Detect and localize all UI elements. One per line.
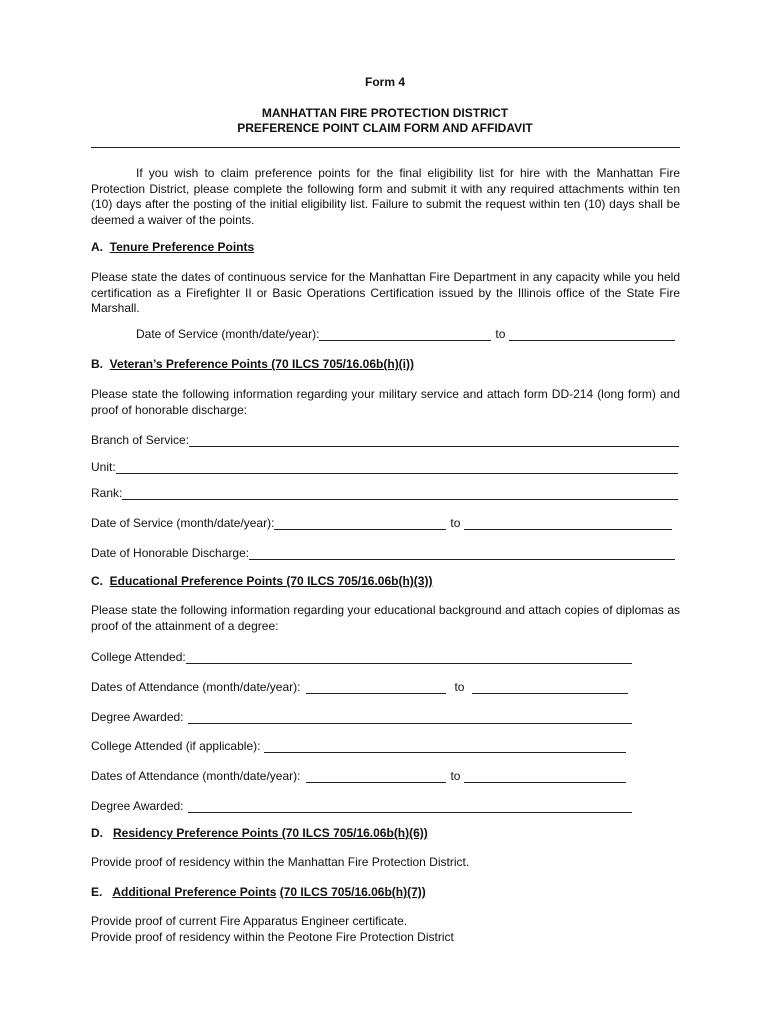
form-number: Form 4: [364, 75, 405, 89]
to-label: to: [454, 680, 465, 694]
degree2-row: [91, 797, 632, 813]
attendance2-row: [91, 767, 626, 783]
section-e-text2: Provide proof of residency within the Peotone Fire Protection District: [91, 930, 454, 944]
discharge-label: Date of Honorable Discharge:: [91, 546, 250, 560]
veteran-date-row: [91, 514, 672, 530]
title-divider: [91, 147, 680, 148]
section-d-heading: [91, 826, 428, 840]
degree-row: [91, 708, 632, 724]
to-label: to: [450, 769, 461, 783]
unit-field[interactable]: [116, 461, 678, 474]
attendance-2-from-field[interactable]: [306, 770, 446, 783]
section-e-heading: [91, 885, 426, 899]
tenure-date-to-field[interactable]: [509, 328, 675, 341]
branch-label: Branch of Service:: [91, 433, 190, 447]
section-c-text: Please state the following information regarding your educational background and attach copies of diplomas as proof of the attainment of a degree:: [91, 603, 680, 633]
attendance-row: [91, 678, 628, 694]
degree2-label: Degree Awarded:: [91, 799, 184, 813]
section-b-letter: B.: [91, 357, 103, 371]
section-a-heading: [91, 240, 254, 254]
college-attended-2-field[interactable]: [264, 740, 626, 753]
to-label: to: [495, 327, 506, 341]
to-label: to: [450, 516, 461, 530]
attendance2-label: Dates of Attendance (month/date/year):: [91, 769, 301, 783]
college2-label: College Attended (if applicable):: [91, 739, 261, 753]
form-title-line1: MANHATTAN FIRE PROTECTION DISTRICT: [261, 106, 509, 120]
section-d-title: Residency Preference Points (70 ILCS 705/16.06b(h)(6)): [113, 826, 428, 840]
attendance-to-field[interactable]: [472, 681, 628, 694]
section-a-date-row: [136, 325, 675, 341]
rank-field[interactable]: [122, 487, 678, 500]
section-a-date-label: Date of Service (month/date/year):: [136, 327, 320, 341]
attendance-label: Dates of Attendance (month/date/year):: [91, 680, 301, 694]
unit-label: Unit:: [91, 460, 116, 474]
branch-row: [91, 431, 679, 447]
rank-label: Rank:: [91, 486, 123, 500]
veteran-date-from-field[interactable]: [274, 517, 446, 530]
section-d-text: Provide proof of residency within the Manhattan Fire Protection District.: [91, 855, 470, 869]
section-c-letter: C.: [91, 574, 103, 588]
form-title-line2: PREFERENCE POINT CLAIM FORM AND AFFIDAVIT: [237, 121, 533, 135]
section-b-heading: [91, 357, 414, 371]
college-row: [91, 648, 632, 664]
section-b-text: Please state the following information regarding your military service and attach form DD-214 (long form) and proof of honorable discharge:: [91, 387, 680, 417]
section-b-title: Veteran’s Preference Points (70 ILCS 705/16.06b(h)(i)): [109, 357, 415, 371]
section-e-letter: E.: [91, 885, 103, 899]
section-e-title: Additional Preference Points: [112, 885, 277, 899]
college-attended-field[interactable]: [186, 651, 632, 664]
veteran-date-to-field[interactable]: [464, 517, 672, 530]
tenure-date-from-field[interactable]: [319, 328, 491, 341]
unit-row: [91, 458, 678, 474]
rank-row: [91, 484, 678, 500]
intro-paragraph: If you wish to claim preference points for the final eligibility list for hire with the Manhattan Fire Protection District, please complete the following form and submit it with any required attachments within ten (10) days after the posting of the initial eligibility list. Failure to submit the request within ten (10) days shall be deemed a waiver of the points.: [91, 166, 680, 227]
section-a-letter: A.: [91, 240, 103, 254]
college2-row: [91, 737, 626, 753]
degree-label: Degree Awarded:: [91, 710, 184, 724]
college-label: College Attended:: [91, 650, 186, 664]
section-c-title: Educational Preference Points (70 ILCS 705/16.06b(h)(3)): [109, 574, 433, 588]
degree-awarded-2-field[interactable]: [188, 800, 632, 813]
honorable-discharge-date-field[interactable]: [249, 547, 675, 560]
discharge-row: [91, 544, 675, 560]
branch-of-service-field[interactable]: [189, 434, 679, 447]
veteran-date-label: Date of Service (month/date/year):: [91, 516, 275, 530]
section-a-text: Please state the dates of continuous service for the Manhattan Fire Department in any capacity while you held certification as a Firefighter II or Basic Operations Certification issued by the Illinois office of the State Fire Marshall.: [91, 270, 680, 315]
section-a-title: Tenure Preference Points: [109, 240, 255, 254]
section-d-letter: D.: [91, 826, 103, 840]
degree-awarded-field[interactable]: [188, 711, 632, 724]
attendance-from-field[interactable]: [306, 681, 446, 694]
attendance-2-to-field[interactable]: [464, 770, 626, 783]
section-e-title-ref: (70 ILCS 705/16.06b(h)(7)): [279, 885, 426, 899]
section-e-text1: Provide proof of current Fire Apparatus Engineer certificate.: [91, 914, 408, 928]
section-c-heading: [91, 574, 432, 588]
